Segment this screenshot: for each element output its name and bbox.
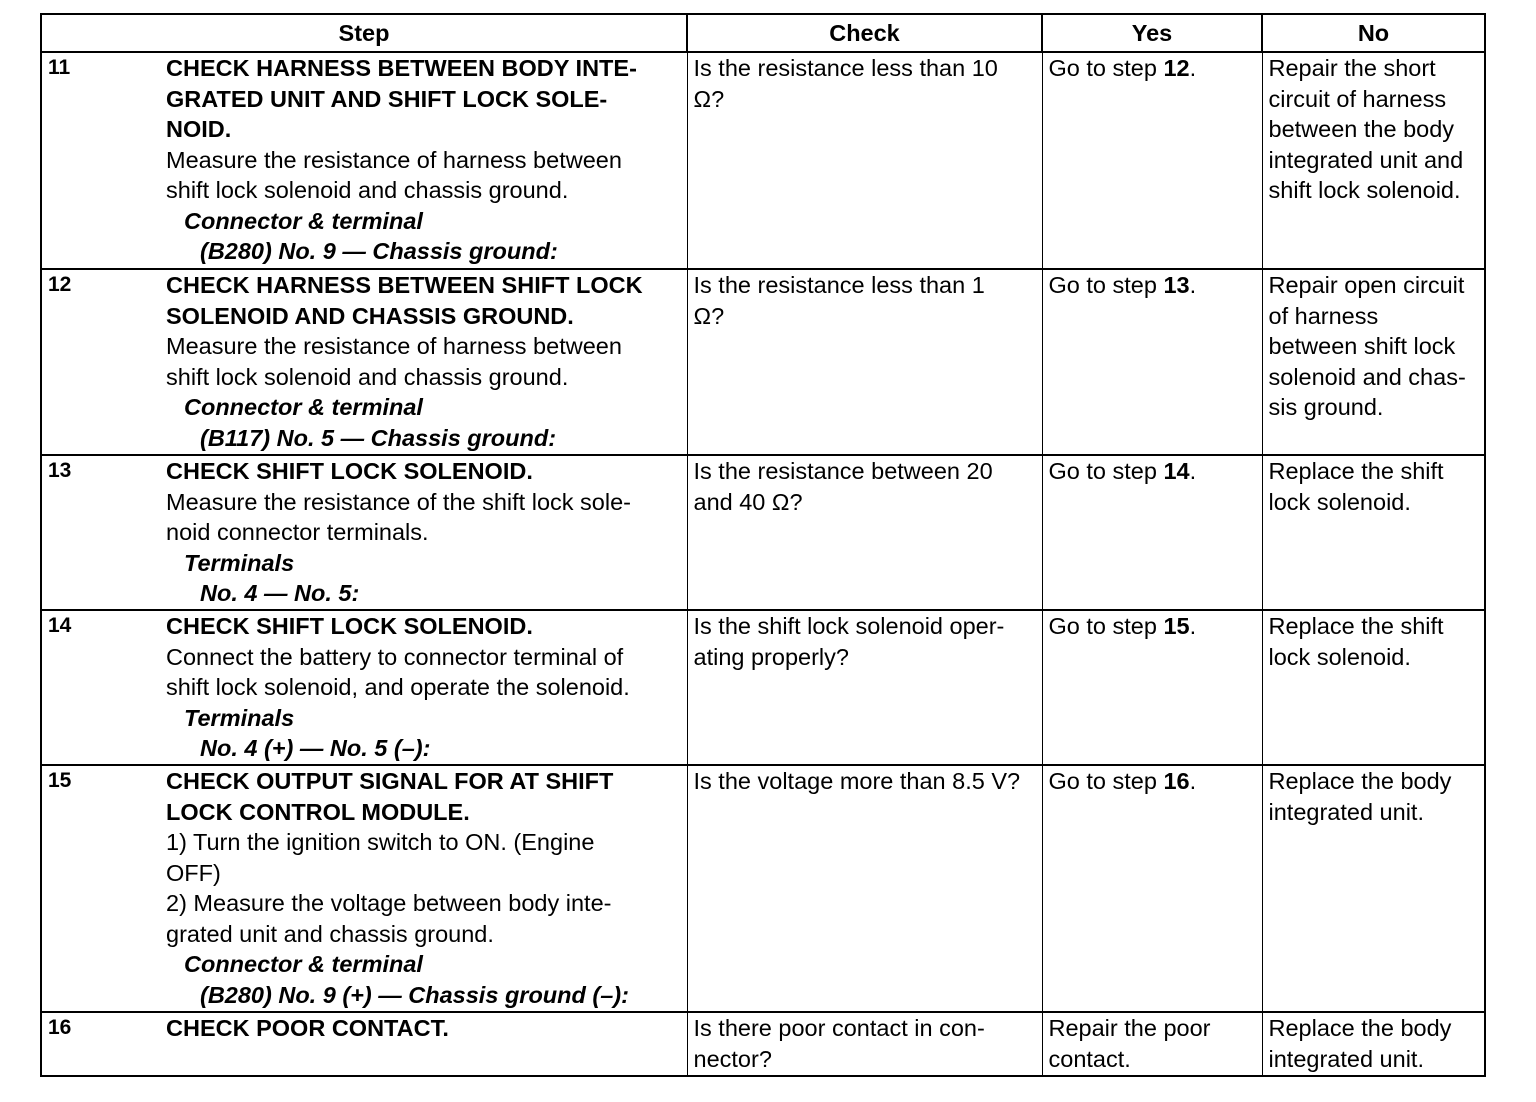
step-description: [166, 611, 683, 764]
yes-step-number: 14: [1163, 458, 1190, 484]
step-description: [166, 1013, 683, 1044]
header-row: [41, 14, 1485, 52]
no-line: Replace the body: [1268, 1015, 1452, 1041]
step-number: 14: [48, 614, 72, 637]
yes-line: Repair the poor: [1048, 1015, 1211, 1041]
header-step: Step: [41, 14, 687, 52]
header-check: Check: [687, 14, 1042, 52]
step-description: [166, 53, 683, 267]
connector-terminal: (B117) No. 5 — Chassis ground:: [200, 424, 557, 451]
no-line: Replace the shift: [1268, 613, 1444, 639]
step-heading-line: SOLENOID AND CHASSIS GROUND.: [166, 302, 574, 329]
step-instruction-line: noid connector terminals.: [166, 519, 429, 545]
no-line: Repair open circuit: [1268, 272, 1465, 298]
yes-cell: [1042, 765, 1262, 1012]
step-cell: [41, 1012, 687, 1076]
table-row: [41, 610, 1485, 765]
connector-label: Terminals: [184, 549, 295, 576]
step-heading-line: CHECK HARNESS BETWEEN SHIFT LOCK: [166, 272, 643, 298]
yes-suffix: .: [1189, 613, 1197, 639]
step-instruction-line: Measure the resistance of harness between: [166, 146, 622, 173]
step-instruction-line: shift lock solenoid and chassis ground.: [166, 177, 569, 203]
step-content: [48, 270, 683, 453]
check-line: Is the resistance between 20: [693, 458, 993, 484]
step-instruction-line: 1) Turn the ignition switch to ON. (Engine: [166, 829, 595, 855]
check-line: and 40 Ω?: [693, 488, 803, 515]
connector-terminal: No. 4 (+) — No. 5 (–):: [200, 735, 431, 761]
no-cell: [1262, 52, 1485, 269]
no-line: between the body: [1268, 116, 1455, 142]
step-heading-line: CHECK SHIFT LOCK SOLENOID.: [166, 613, 533, 639]
step-heading-line: CHECK POOR CONTACT.: [166, 1015, 449, 1041]
yes-prefix: Go to step: [1048, 458, 1164, 484]
yes-cell: [1042, 455, 1262, 610]
step-content: [48, 1013, 683, 1044]
no-line: between shift lock: [1268, 333, 1456, 359]
no-cell: [1262, 765, 1485, 1012]
step-cell: [41, 455, 687, 610]
no-line: lock solenoid.: [1268, 488, 1411, 515]
yes-prefix: Go to step: [1048, 55, 1164, 81]
yes-line: [1049, 766, 1258, 797]
step-instruction-line: Measure the resistance of harness between: [166, 333, 622, 359]
yes-step-number: 13: [1163, 272, 1190, 298]
yes-line: [1049, 456, 1258, 487]
no-line: Replace the body: [1268, 768, 1452, 794]
table-row: [41, 52, 1485, 269]
step-content: [48, 766, 683, 1010]
connector-label: Connector & terminal: [184, 207, 423, 234]
yes-prefix: Go to step: [1048, 272, 1164, 298]
step-number: 12: [48, 273, 72, 296]
yes-line: [1049, 611, 1258, 642]
table-row: [41, 455, 1485, 610]
yes-prefix: Go to step: [1048, 768, 1164, 794]
header-no: No: [1262, 14, 1485, 52]
step-instruction-line: OFF): [166, 859, 221, 886]
yes-line: contact.: [1048, 1045, 1131, 1072]
no-line: lock solenoid.: [1268, 643, 1411, 670]
no-line: of harness: [1268, 302, 1379, 329]
no-line: integrated unit.: [1268, 1045, 1424, 1072]
no-line: circuit of harness: [1268, 85, 1447, 112]
check-line: ating properly?: [693, 643, 849, 670]
step-cell: [41, 52, 687, 269]
no-line: Replace the shift: [1268, 458, 1444, 484]
step-number: 13: [48, 459, 72, 482]
yes-line: [1049, 53, 1258, 84]
step-content: [48, 611, 683, 764]
step-instruction-line: shift lock solenoid, and operate the solenoid.: [166, 674, 630, 700]
connector-terminal: No. 4 — No. 5:: [200, 580, 360, 606]
connector-terminal: (B280) No. 9 (+) — Chassis ground (–):: [200, 981, 629, 1008]
no-line: Repair the short: [1268, 55, 1436, 81]
check-line: Ω?: [693, 85, 725, 112]
check-line: Is the resistance less than 10: [693, 55, 998, 81]
no-cell: [1262, 455, 1485, 610]
check-line: Is the resistance less than 1: [693, 272, 985, 298]
yes-cell: [1042, 610, 1262, 765]
step-instruction-line: grated unit and chassis ground.: [166, 920, 494, 947]
step-number: 15: [48, 769, 72, 792]
yes-cell: [1042, 52, 1262, 269]
step-heading-line: GRATED UNIT AND SHIFT LOCK SOLE-: [166, 85, 608, 112]
step-heading-line: CHECK HARNESS BETWEEN BODY INTE-: [166, 55, 637, 81]
yes-suffix: .: [1189, 768, 1197, 794]
step-heading-line: LOCK CONTROL MODULE.: [166, 798, 470, 825]
table-row: [41, 765, 1485, 1012]
yes-cell: [1042, 1012, 1262, 1076]
connector-label: Terminals: [184, 704, 295, 731]
step-instruction-line: Connect the battery to connector terminal of: [166, 643, 624, 670]
connector-label: Connector & terminal: [184, 394, 423, 420]
yes-cell: [1042, 269, 1262, 455]
no-cell: [1262, 1012, 1485, 1076]
check-line: Is there poor contact in con-: [693, 1015, 985, 1041]
yes-line: [1049, 270, 1258, 301]
table-row: [41, 269, 1485, 455]
step-content: [48, 456, 683, 609]
check-cell: [687, 765, 1042, 1012]
no-cell: [1262, 610, 1485, 765]
step-description: [166, 270, 683, 453]
no-line: solenoid and chas-: [1268, 363, 1466, 390]
no-line: sis ground.: [1268, 394, 1384, 420]
yes-step-number: 15: [1163, 613, 1190, 639]
connector-terminal: (B280) No. 9 — Chassis ground:: [200, 238, 558, 264]
step-number: 11: [48, 56, 71, 79]
yes-step-number: 16: [1163, 768, 1190, 794]
step-description: [166, 766, 683, 1010]
yes-suffix: .: [1189, 458, 1197, 484]
check-line: Is the shift lock solenoid oper-: [693, 613, 1005, 639]
step-heading-line: CHECK OUTPUT SIGNAL FOR AT SHIFT: [166, 768, 614, 794]
no-line: integrated unit.: [1268, 798, 1424, 825]
connector-label: Connector & terminal: [184, 951, 423, 977]
check-line: Is the voltage more than 8.5 V?: [693, 768, 1021, 794]
no-line: integrated unit and: [1268, 146, 1464, 173]
diagnostic-table: [40, 13, 1486, 1077]
yes-suffix: .: [1189, 272, 1197, 298]
step-instruction-line: shift lock solenoid and chassis ground.: [166, 363, 569, 390]
step-description: [166, 456, 683, 609]
yes-suffix: .: [1189, 55, 1197, 81]
step-cell: [41, 610, 687, 765]
step-number: 16: [48, 1016, 72, 1039]
step-heading-line: CHECK SHIFT LOCK SOLENOID.: [166, 458, 533, 484]
check-cell: [687, 1012, 1042, 1076]
check-line: nector?: [693, 1045, 772, 1072]
no-cell: [1262, 269, 1485, 455]
yes-step-number: 12: [1163, 55, 1190, 81]
step-cell: [41, 269, 687, 455]
step-instruction-line: Measure the resistance of the shift lock sole-: [166, 488, 631, 515]
step-heading-line: NOID.: [166, 116, 232, 142]
check-cell: [687, 455, 1042, 610]
check-line: Ω?: [693, 302, 725, 329]
step-instruction-line: 2) Measure the voltage between body inte-: [166, 890, 612, 916]
check-cell: [687, 610, 1042, 765]
step-content: [48, 53, 683, 267]
no-line: shift lock solenoid.: [1268, 177, 1461, 203]
check-cell: [687, 269, 1042, 455]
header-yes: Yes: [1042, 14, 1262, 52]
table-row: [41, 1012, 1485, 1076]
yes-prefix: Go to step: [1048, 613, 1164, 639]
check-cell: [687, 52, 1042, 269]
step-cell: [41, 765, 687, 1012]
